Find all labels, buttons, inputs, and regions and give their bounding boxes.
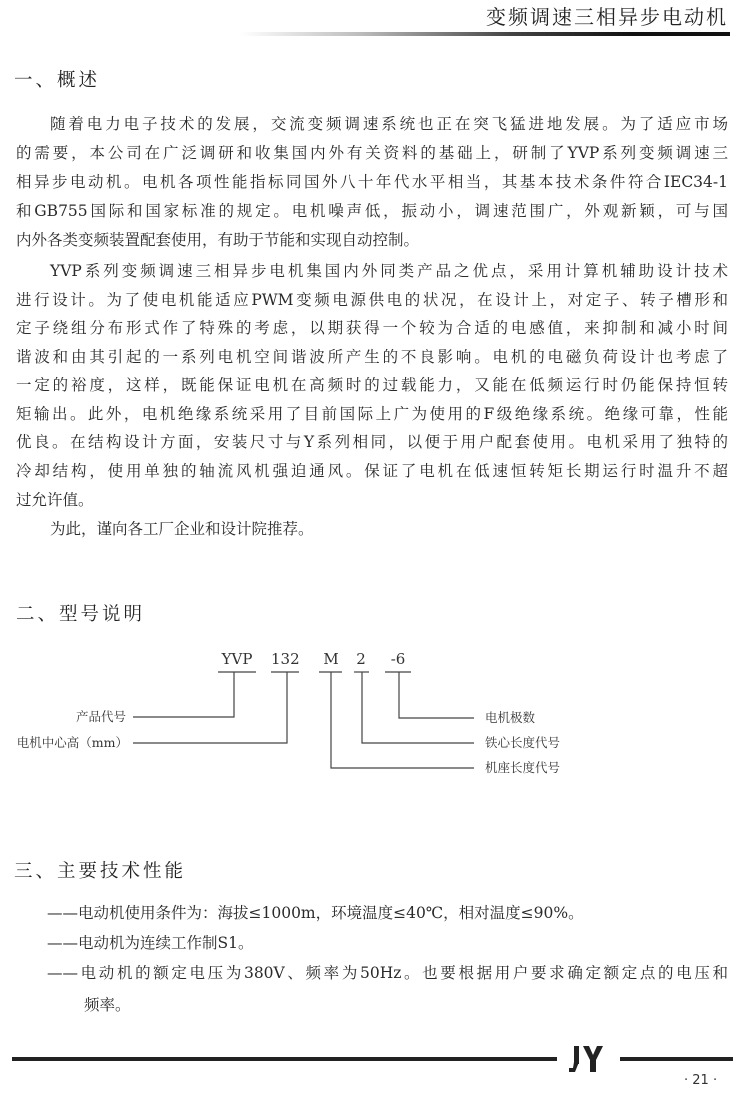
paragraph-line: 定子绕组分布形式作了特殊的考虑，以期获得一个较为合适的电感值，来抑制和减小时间 [16,319,728,337]
running-header-title: 变频调速三相异步电动机 [486,5,728,29]
model-code-frame-length: M [323,650,339,668]
footer-rule-right [620,1057,733,1061]
paragraph-line: 进行设计。为了使电机能适应PWM变频电源供电的状况，在设计上，对定子、转子槽形和 [16,291,728,309]
paragraph-line: 谐波和由其引起的一系列电机空间谐波所产生的不良影响。电机的电磁负荷设计也考虑了 [16,348,728,366]
label-poles: 电机极数 [485,710,536,725]
model-code-center-height: 132 [271,650,300,668]
jy-logo [565,1044,605,1074]
section-heading-model: 二、型号说明 [16,604,146,625]
paragraph-line: 为此，谨向各工厂企业和设计院推荐。 [50,520,314,538]
paragraph-line: 随着电力电子技术的发展，交流变频调速系统也正在突飞猛进地发展。为了适应市场 [50,115,728,133]
paragraph-line: 内外各类变频装置配套使用，有助于节能和实现自动控制。 [16,231,420,249]
paragraph-line: YVP系列变频调速三相异步电机集国内外同类产品之优点，采用计算机辅助设计技术 [50,262,728,280]
performance-item: ——电动机的额定电压为380V、频率为50Hz。也要根据用户要求确定额定点的电压和 [47,964,728,982]
model-code-core-length: 2 [356,650,366,668]
leader-frame-length [331,672,474,768]
label-center-height: 电机中心高（mm） [16,735,128,750]
paragraph-line: 和GB755国际和国家标准的规定。电机噪声低，振动小，调速范围广，外观新颖，可与国 [16,202,728,220]
performance-item: ——电动机使用条件为：海拔≤1000m，环境温度≤40℃，相对温度≤90%。 [47,904,584,922]
paragraph-line: 过允许值。 [16,491,94,509]
leader-product-code [133,672,234,717]
model-code-poles: -6 [390,650,406,668]
performance-item: ——电动机为连续工作制S1。 [47,934,254,952]
paragraph-line: 相异步电动机。电机各项性能指标同国外八十年代水平相当，其基本技术条件符合IEC34-1 [16,173,728,191]
paragraph-line: 的需要，本公司在广泛调研和收集国内外有关资料的基础上，研制了YVP系列变频调速三 [16,144,728,162]
label-frame-length: 机座长度代号 [485,760,561,775]
label-product-code: 产品代号 [75,709,126,724]
section-heading-performance: 三、主要技术性能 [14,861,187,882]
leader-poles [399,672,474,718]
footer-rule-left [12,1057,557,1061]
leader-core-length [362,672,474,743]
performance-item-continuation: 频率。 [84,996,131,1014]
page-number: · 21 · [684,1073,718,1088]
leader-center-height [133,672,287,743]
section-heading-overview: 一、概述 [14,70,101,91]
label-core-length: 铁心长度代号 [485,735,561,750]
paragraph-line: 优良。在结构设计方面，安装尺寸与Y系列相同，以便于用户配套使用。电机采用了独特的 [16,433,728,451]
paragraph-line: 冷却结构，使用单独的轴流风机强迫通风。保证了电机在低速恒转矩长期运行时温升不超 [16,462,728,480]
model-code-series: YVP [221,650,253,668]
paragraph-line: 矩输出。此外，电机绝缘系统采用了目前国际上广为使用的F级绝缘系统。绝缘可靠，性能 [16,405,728,423]
paragraph-line: 一定的裕度，这样，既能保证电机在高频时的过载能力，又能在低频运行时仍能保持恒转 [16,376,728,394]
